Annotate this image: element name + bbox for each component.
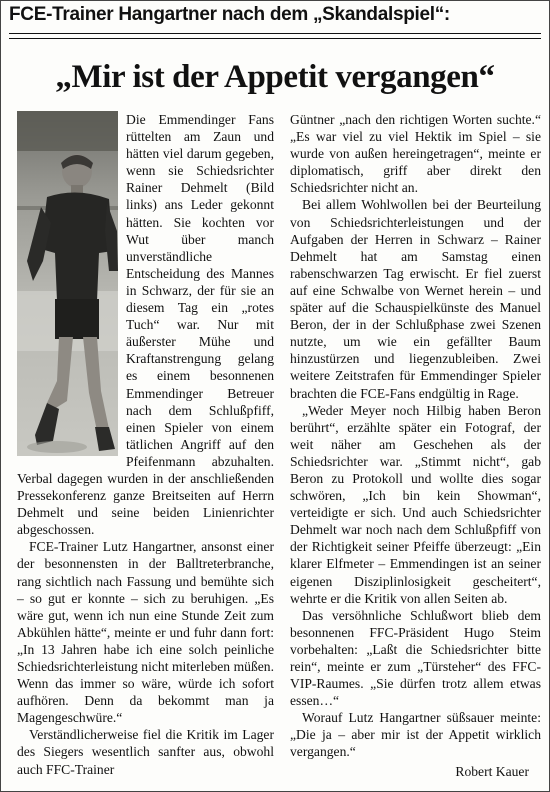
paragraph: Worauf Lutz Hangartner süßsauer meinte: „Die ja – aber mir ist der Appetit wirklich vergangen.“: [290, 710, 541, 760]
right-column: [290, 111, 541, 780]
kicker-line: FCE-Trainer Hangartner nach dem „Skandalspiel“:: [9, 4, 450, 25]
paragraph: Das versöhnliche Schlußwort blieb dem besonnenen FFC-Präsident Hugo Steim vorbehalten: „Laßt die Schiedsrichter bitte rein“, meinte er zum „Türsteher“ des FFC-VIP-Raumes. „Sie dürfen trotz allem etwas essen…“: [290, 607, 541, 709]
headline: „Mir ist der Appetit vergangen“: [55, 59, 495, 95]
top-rule: [9, 33, 541, 34]
paragraph: „Weder Meyer noch Hilbig haben Beron berührt“, erzählte später ein Fotograf, der weit näher am Geschehen als der Schiedsrichter war. „Stimmt nicht“, gab Beron zu Protokoll und wollte dies sogar schwören, „Ich bin kein Showman“, verteidigte er sich. Und auch Schiedsrichter Dehmelt war noch nach dem Schlußpfiff von der Richtigkeit seiner Pfeiffe überzeugt: „Ein klarer Elfmeter – Emmendingen ist an seiner eigenen Disziplinlosigkeit gescheitert“, wehrte er die Kritik von allen Seiten ab.: [290, 402, 541, 606]
paragraph: FCE-Trainer Lutz Hangartner, ansonst einer der besonnensten in der Balltreterbranche, rang sichtlich nach Fassung und bemühte sich – so gut er konnte – sich zu beruhigen. „Es wäre gut, wenn ich nun eine Stunde Zeit zum Abkühlen hätte“, meinte er und fuhr dann fort: „In 13 Jahren habe ich eine solch peinliche Schiedsrichterleistung nicht miterleben müßen. Wenn das immer so wäre, würde ich sofort aufhören. Denn da bekommt man ja Magengeschwüre.“: [17, 539, 274, 726]
paragraph: Die Emmendinger Fans rüttelten am Zaun und hätten viel darum gegeben, wenn sie Schiedsrichter Rainer Dehmelt (Bild links) ans Leder gekonnt hätten. Sie kochten vor Wut über manch unverständliche Entscheidung des Mannes in Schwarz, der für sie an diesem Tag ein „rotes Tuch“ war. Nur mit äußerster Mühe und Kraftanstrengung gelang es einem besonnenen Emmendinger Betreuer nach dem Schlußpfiff, einen Spieler von einem tätlichen Angriff auf den Pfeifenmann abzuhalten. Verbal dagegen wurden in der anschließenden Pressekonferenz ganze Breitseiten auf Herrn Dehmelt und seine beiden Linienrichter abgeschossen.: [17, 112, 274, 538]
paragraph: Verständlicherweise fiel die Kritik im Lager des Siegers wesentlich sanfter aus, obwohl auch FFC-Trainer: [17, 727, 274, 777]
referee-photo: [17, 111, 118, 456]
left-column: [17, 111, 274, 778]
paragraph: Güntner „nach den richtigen Worten suchte.“ „Es war viel zu viel Hektik im Spiel – sie wurde von außen hereingetragen“, meinte er diplomatisch, griff aber direkt den Schiedsrichter nicht an.: [290, 112, 541, 196]
paragraph: Bei allem Wohlwollen bei der Beurteilung von Schiedsrichterleistungen und der Aufgaben der Herren in Schwarz – Rainer Dehmelt hat am Samstag einen rabenschwarzen Tag erwischt. Er fiel zuerst auf eine Schwalbe von Wernet herein – und später auf die Schauspielkünste des Manuel Beron, der in der Schlußphase zwei Szenen nutzte, um wie ein gefällter Baum hinzustürzen und liegenzubleiben. Zwei weitere Zeitstrafen für Emmendinger Spieler brachten die FCE-Fans endgültig in Rage.: [290, 197, 541, 401]
byline: Robert Kauer: [455, 763, 529, 779]
top-rule-second: [9, 38, 541, 39]
